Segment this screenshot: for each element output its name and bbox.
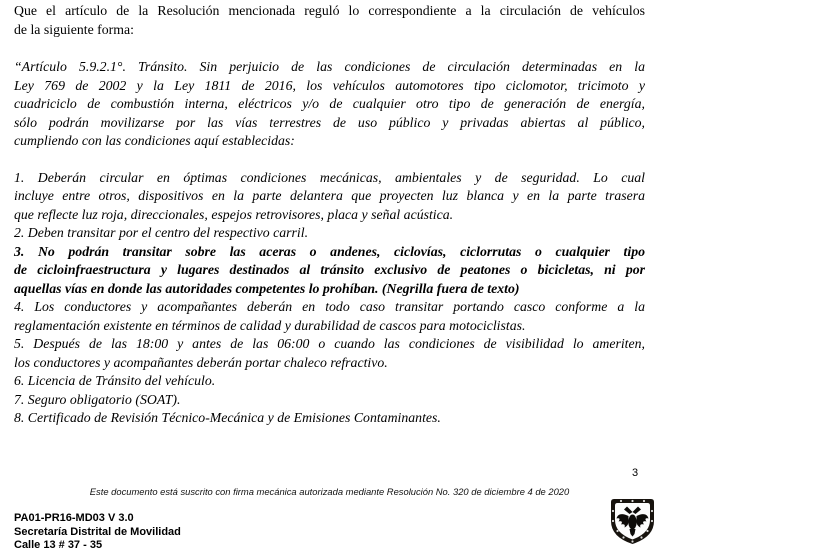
signature-note: Este documento está suscrito con firma mecánica autorizada mediante Resolución No. 320 de diciembre 4 de 2020 [89, 486, 570, 497]
bogota-coat-of-arms-icon [609, 497, 656, 546]
resolution-item-2: 2. Deben transitar por el centro del respectivo carril. [14, 225, 309, 240]
entity-address: Calle 13 # 37 - 35 [14, 539, 103, 551]
resolution-item-6: 6. Licencia de Tránsito del vehículo. [14, 373, 216, 388]
resolution-item-1: 1. Deberán circular en óptimas condiciones mecánicas, ambientales y de seguridad. Lo cual incluye entre otros, dispositivos en la parte delantera que proyecten luz blanca y en la parte trasera que reflecte luz roja, direccionales, espejos retrovisores, placa y señal acústica. [14, 169, 645, 222]
page-number: 3 [632, 467, 639, 479]
resolution-items [14, 169, 645, 428]
resolution-item-4: 4. Los conductores y acompañantes deberán en todo caso transitar portando casco conforme a la reglamentación existente en términos de calidad y durabilidad de cascos para motociclistas. [14, 299, 645, 333]
resolution-item-7: 7. Seguro obligatorio (SOAT). [14, 391, 181, 407]
resolution-item-5: 5. Después de las 18:00 y antes de las 06:00 o cuando las condiciones de visibilidad lo ameriten, los conductores y acompañantes deberán portar chaleco refractivo. [14, 336, 645, 370]
article-quote: “Artículo 5.9.2.1°. Tránsito. Sin perjuicio de las condiciones de circulación determinadas en la Ley 769 de 2002 y la Ley 1811 de 2016, los vehículos automotores tipo ciclomotor, tricimoto y cuadriciclo de combustión interna, eléctricos y/o de cualquier otro tipo de generación de energía, sólo podrán movilizarse por las vías terrestres de uso público y privadas abiertas al público, cumpliendo con las condiciones aquí establecidas: [14, 59, 645, 148]
resolution-item-8: 8. Certificado de Revisión Técnico-Mecánica y de Emisiones Contaminantes. [14, 410, 441, 425]
resolution-item-3: 3. No podrán transitar sobre las aceras o andenes, ciclovías, ciclorrutas o cualquier tipo de cicloinfraestructura y lugares destinados al tránsito exclusivo de peatones o bicicletas, ni por aquellas vías en donde las autoridades competentes lo prohíban. (Negrilla fuera de texto) [14, 243, 645, 296]
document-body [14, 2, 645, 428]
footer-identification [14, 512, 181, 553]
paragraph-intro: Que el artículo de la Resolución mencionada reguló lo correspondiente a la circulación de vehículos de la siguiente forma: [14, 3, 645, 37]
document-code: PA01-PR16-MD03 V 3.0 [14, 512, 134, 524]
entity-name: Secretaría Distrital de Movilidad [14, 525, 181, 538]
